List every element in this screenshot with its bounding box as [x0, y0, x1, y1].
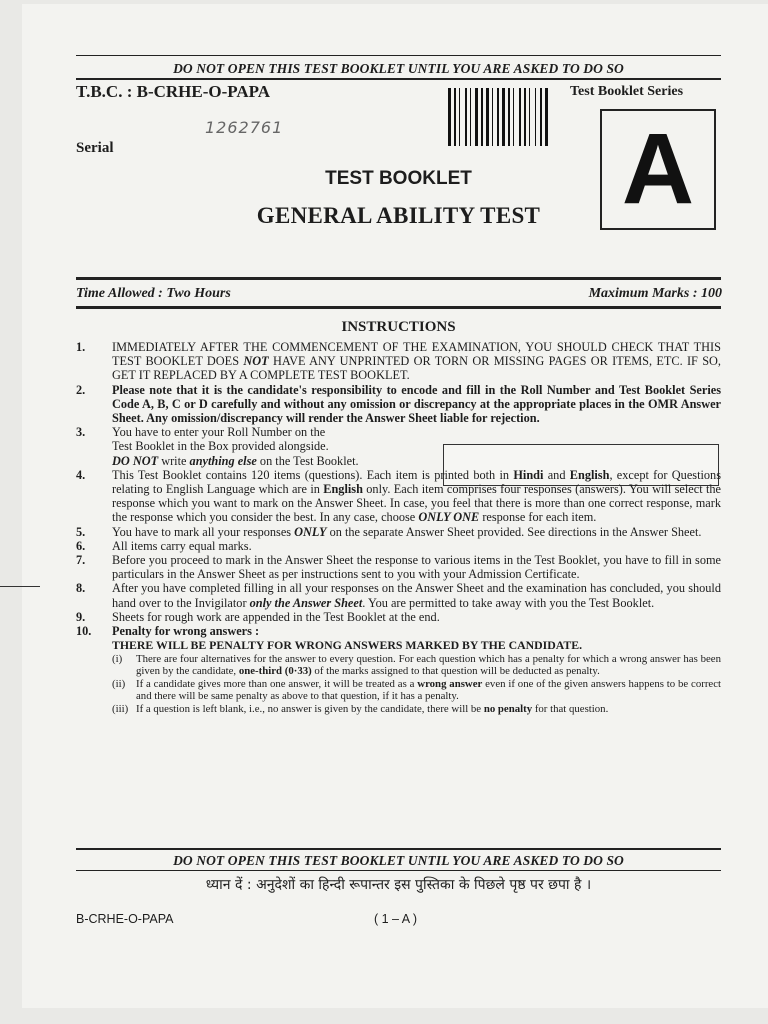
barcode-bar: [490, 88, 491, 146]
barcode-bar: [475, 88, 478, 146]
barcode-bar: [457, 88, 458, 146]
serial-number: 1262761: [205, 118, 284, 137]
instructions-heading: INSTRUCTIONS: [341, 319, 456, 335]
margin-mark: [0, 586, 40, 587]
maximum-marks: Maximum Marks : 100: [588, 286, 722, 301]
footer-code: B-CRHE-O-PAPA: [76, 912, 174, 926]
barcode-bar: [545, 88, 548, 146]
top-warning-banner: DO NOT OPEN THIS TEST BOOKLET UNTIL YOU ARE ASKED TO DO SO: [173, 61, 624, 76]
time-allowed: Time Allowed : Two Hours: [76, 286, 231, 301]
bottom-warning-banner: DO NOT OPEN THIS TEST BOOKLET UNTIL YOU ARE ASKED TO DO SO: [173, 853, 624, 868]
instruction-4: 4. This Test Booklet contains 120 items (questions). Each item is printed both in Hindi and English, except for Questions relating to English Language which are in English only. Each item comprises four responses (answers). You will select the response which you want to mark on the Answer Sheet. In case, you feel that there is more than one correct response, mark the response which you consider the best. In any case, choose ONLY ONE response for each item.: [76, 467, 722, 525]
barcode-bar: [537, 88, 539, 146]
barcode-bar: [461, 88, 464, 146]
barcode-bar: [511, 88, 512, 146]
penalty-rule-3: (iii) If a question is left blank, i.e., no answer is given by the candidate, there will be no penalty for that question.: [112, 703, 609, 716]
penalty-rule-2: (ii) If a candidate gives more than one answer, it will be treated as a wrong answer even if one of the given answers happens to be correct and there will be same penalty as above to that question, if it has a penalty.: [112, 678, 721, 703]
barcode-bar: [522, 88, 523, 146]
barcode-bar: [515, 88, 518, 146]
barcode-bar: [494, 88, 496, 146]
barcode-bar: [529, 88, 530, 146]
bottom-banner-rule: [76, 870, 721, 871]
series-letter: A: [621, 113, 695, 225]
barcode-bar: [470, 88, 471, 146]
instruction-7: 7. Before you proceed to mark in the Answer Sheet the response to various items in the Test Booklet, you have to fill in some particulars in the Answer Sheet as per instructions sent to you with your Admission Certificate.: [76, 553, 721, 582]
instruction-5: 5. You have to mark all your responses ONLY on the separate Answer Sheet provided. See directions in the Answer Sheet.: [76, 524, 702, 539]
barcode-bar: [508, 88, 510, 146]
barcode-bar: [479, 88, 480, 146]
barcode-bar: [513, 88, 514, 146]
instruction-9: 9. Sheets for rough work are appended in the Test Booklet at the end.: [76, 609, 440, 624]
test-booklet-series-label: Test Booklet Series: [570, 84, 684, 99]
barcode-bar: [519, 88, 521, 146]
barcode-bar: [468, 88, 469, 146]
barcode-bar: [472, 88, 474, 146]
barcode-bar: [454, 88, 456, 146]
barcode-bar: [549, 88, 550, 146]
serial-label: Serial: [76, 140, 114, 156]
banner-rule: [76, 78, 721, 80]
barcode-bar: [531, 88, 534, 146]
barcode-bar: [481, 88, 483, 146]
instruction-2: 2. Please note that it is the candidate's responsibility to encode and fill in the Roll Number and Test Booklet Series Code A, B, C or D carefully and without any omission or discrepancy at the appropriate places in the OMR Answer Sheet. Any omission/discrepancy will render the Answer Sheet liable for rejection.: [76, 382, 721, 426]
barcode-bar: [506, 88, 507, 146]
barcode-bar: [465, 88, 467, 146]
barcode-bar: [524, 88, 526, 146]
barcode-bar: [459, 88, 460, 146]
barcode-bar: [452, 88, 453, 146]
penalty-rule-1: (i) There are four alternatives for the answer to every question. For each question which has a penalty for which a wrong answer has been given by the candidate, one-third (0·33) of the marks assigned to that question will be deducted as penalty.: [112, 653, 721, 678]
barcode-bar: [543, 88, 544, 146]
hindi-note: ध्यान दें : अनुदेशों का हिन्दी रूपान्तर इस पुस्तिका के पिछले पृष्ठ पर छपा है ।: [205, 877, 592, 893]
barcode-bar: [500, 88, 501, 146]
tbc-code: T.B.C. : B-CRHE-O-PAPA: [76, 82, 271, 101]
page-number: ( 1 – A ): [374, 912, 418, 926]
barcode-bar: [527, 88, 528, 146]
instructions-list: [76, 340, 721, 715]
booklet-title: TEST BOOKLET: [325, 168, 472, 189]
barcode-bar: [535, 88, 536, 146]
bottom-banner-rule-top: [76, 848, 721, 850]
barcode-bar: [448, 88, 451, 146]
barcode-bar: [486, 88, 489, 146]
barcode-bar: [502, 88, 505, 146]
barcode-bar: [492, 88, 493, 146]
instruction-8: 8. After you have completed filling in all your responses on the Answer Sheet and the examination has concluded, you should hand over to the Invigilator only the Answer Sheet. You are permitted to take away with you the Test Booklet.: [76, 581, 721, 610]
meta-rule-bottom: [76, 306, 721, 309]
instruction-10: 10. Penalty for wrong answers : THERE WILL BE PENALTY FOR WRONG ANSWERS MARKED BY THE CANDIDATE. (i) There are four alternatives for the answer to every question. For each question which has a penalty for which a wrong answer has been given by the candidate, one-third (0·33) of the marks assigned to that question will be deducted as penalty. (ii) If a candidate gives more than one answer, it will be treated as a wrong answer even if one of the given answers happens to be correct and there will be same penalty as above to that question, if it has a penalty. (iii) If a question is left blank, i.e., no answer is given by the candidate, there will be no penalty for that question.: [76, 624, 721, 716]
instruction-3: 3. You have to enter your Roll Number on the Test Booklet in the Box provided alongside. DO NOT write anything else on the Test Booklet.: [76, 425, 359, 468]
meta-rule-top: [76, 277, 721, 280]
barcode-bar: [484, 88, 485, 146]
instruction-1: 1. IMMEDIATELY AFTER THE COMMENCEMENT OF THE EXAMINATION, YOU SHOULD CHECK THAT THIS TEST BOOKLET DOES NOT HAVE ANY UNPRINTED OR TORN OR MISSING PAGES OR ITEMS, ETC. IF SO, GET IT REPLACED BY A COMPLETE TEST BOOKLET.: [76, 340, 721, 383]
instruction-6: 6. All items carry equal marks.: [76, 538, 252, 553]
exam-title: GENERAL ABILITY TEST: [256, 203, 541, 228]
barcode-bar: [497, 88, 499, 146]
barcode-bar: [540, 88, 542, 146]
barcode: [448, 88, 560, 146]
top-rule: [76, 55, 721, 56]
